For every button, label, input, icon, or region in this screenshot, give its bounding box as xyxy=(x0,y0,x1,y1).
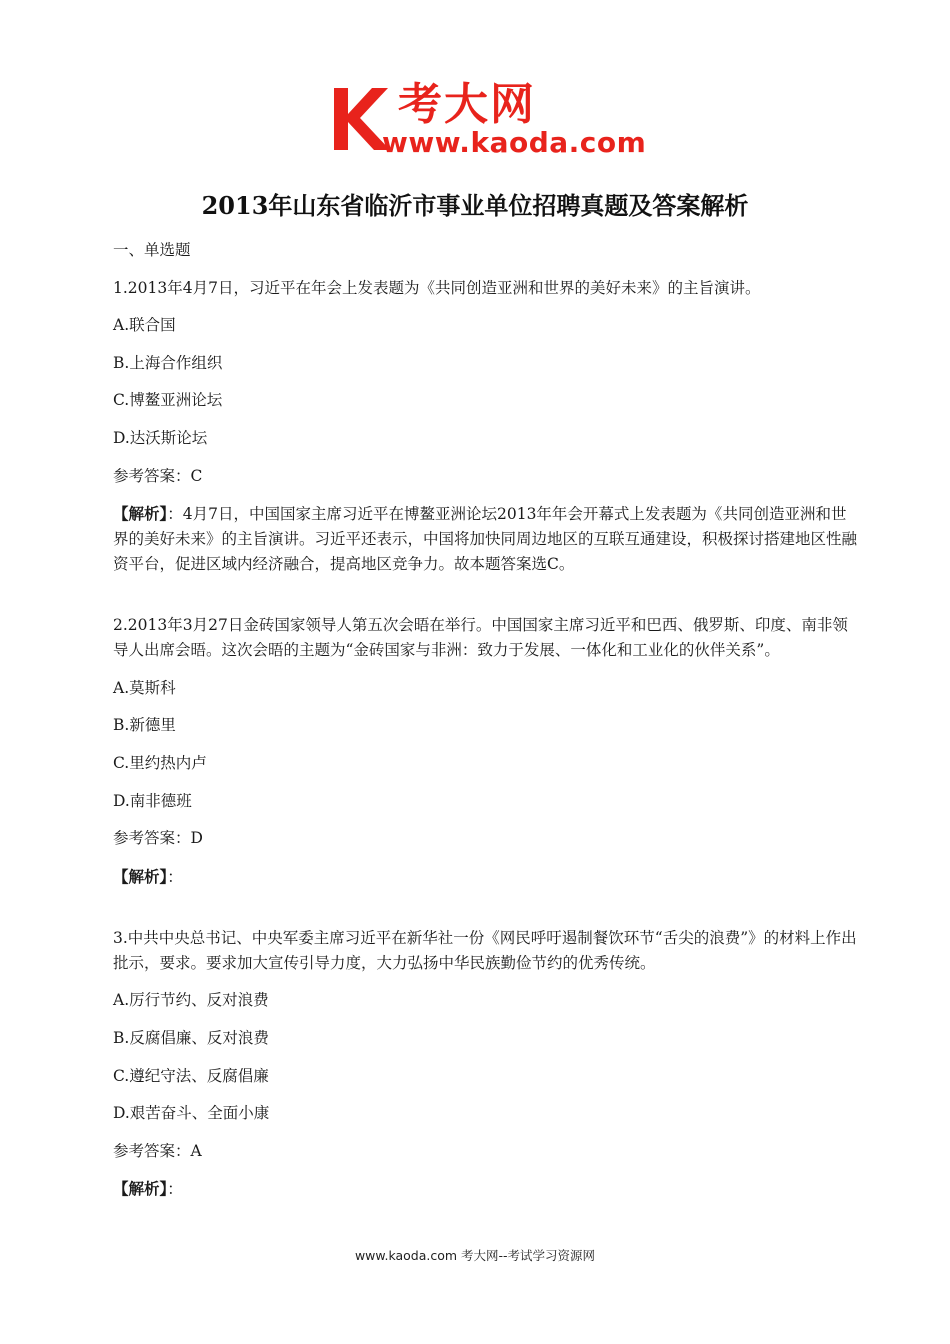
explanation-text: ： xyxy=(167,1180,183,1199)
explanation-text: ：4月7日，中国国家主席习近平在博鳌亚洲论坛2013年年会开幕式上发表题为《共同创造亚洲和世界的美好未来》的主旨演讲。习近平还表示，中国将加快同周边地区的互联互通建设，积极探讨搭建地区性融资平台，促进区域内经济融合，提高地区竞争力。故本题答案选C。 xyxy=(113,505,858,574)
explanation xyxy=(113,1176,861,1202)
option-b: B.上海合作组织 xyxy=(113,353,223,372)
question-2 xyxy=(113,613,861,890)
section-heading: 一、单选题 xyxy=(113,241,191,259)
kaoda-logo xyxy=(330,78,650,160)
option-c: C.博鳌亚洲论坛 xyxy=(113,391,223,410)
explanation xyxy=(113,864,861,890)
option-d: D.艰苦奋斗、全面小康 xyxy=(113,1104,270,1123)
option-a: A.厉行节约、反对浪费 xyxy=(113,991,269,1010)
answer: 参考答案：C xyxy=(113,466,203,485)
logo-url-text: www.kaoda.com xyxy=(382,126,647,159)
question-3 xyxy=(113,926,861,1203)
answer: 参考答案：A xyxy=(113,1141,202,1160)
option-d: D.南非德班 xyxy=(113,791,192,810)
explanation-label: 【解析】 xyxy=(113,1179,168,1199)
answer: 参考答案：D xyxy=(113,829,203,848)
option-a: A.联合国 xyxy=(113,316,176,335)
option-d: D.达沃斯论坛 xyxy=(113,428,208,447)
option-c: C.遵纪守法、反腐倡廉 xyxy=(113,1066,269,1085)
logo-cn-text: 考大网 xyxy=(398,79,536,130)
question-stem: 2.2013年3月27日金砖国家领导人第五次会晤在举行。中国国家主席习近平和巴西、俄罗斯、印度、南非领导人出席会晤。这次会晤的主题为“金砖国家与非洲：致力于发展、一体化和工业化的伙伴关系”。 xyxy=(113,616,848,660)
question-1 xyxy=(113,276,861,578)
option-c: C.里约热内卢 xyxy=(113,753,207,772)
explanation-label: 【解析】 xyxy=(113,504,168,524)
question-stem: 1.2013年4月7日，习近平在年会上发表题为《共同创造亚洲和世界的美好未来》的主旨演讲。 xyxy=(113,278,761,297)
option-b: B.反腐倡廉、反对浪费 xyxy=(113,1028,269,1047)
explanation xyxy=(113,501,861,577)
question-stem: 3.中共中央总书记、中央军委主席习近平在新华社一份《网民呼吁遏制餐饮环节“舌尖的浪费”》的材料上作出批示，要求。要求加大宣传引导力度，大力弘扬中华民族勤俭节约的优秀传统。 xyxy=(113,928,857,972)
explanation-text: ： xyxy=(167,867,183,886)
option-a: A.莫斯科 xyxy=(113,678,176,697)
page-footer: www.kaoda.com 考大网--考试学习资源网 xyxy=(354,1248,596,1263)
option-b: B.新德里 xyxy=(113,716,176,735)
document-title: 2013年山东省临沂市事业单位招聘真题及答案解析 xyxy=(201,191,749,220)
document-body xyxy=(113,238,861,1214)
explanation-label: 【解析】 xyxy=(113,866,168,886)
